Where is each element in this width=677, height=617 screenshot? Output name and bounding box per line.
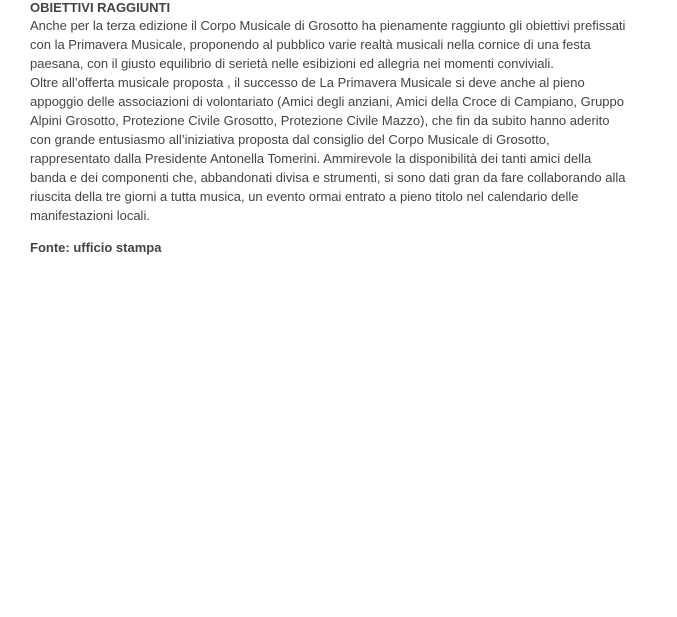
paragraph-line: banda e dei componenti che, abbandonati divisa e strumenti, si sono dati gran da fare collaborando alla (30, 170, 626, 185)
paragraph-line: con la Primavera Musicale, proponendo al pubblico varie realtà musicali nella cornice di una festa (30, 37, 591, 52)
paragraph-line: appoggio delle associazioni di volontariato (Amici degli anziani, Amici della Croce di Campiano, Gruppo (30, 94, 624, 109)
paragraph-line: riuscita della tre giorni a tutta musica, un evento ormai entrato a pieno titolo nel calendario delle (30, 189, 579, 204)
paragraph-line: rappresentato dalla Presidente Antonella Tomerini. Ammirevole la disponibilità dei tanti amici della (30, 151, 592, 166)
paragraph-line: Alpini Grosotto, Protezione Civile Grosotto, Protezione Civile Mazzo), che fin da subito hanno aderito (30, 113, 610, 128)
paragraph-line: Oltre all’offerta musicale proposta , il successo de La Primavera Musicale si deve anche al pieno (30, 75, 585, 90)
article (30, 0, 650, 257)
paragraph-line: paesana, con il giusto equilibrio di serietà nelle esibizioni ed allegria nei momenti conviviali. (30, 56, 554, 71)
article-source: Fonte: ufficio stampa (30, 240, 162, 255)
paragraph-line: Anche per la terza edizione il Corpo Musicale di Grosotto ha pienamente raggiunto gli obiettivi prefissati (30, 18, 626, 33)
paragraph-line: con grande entusiasmo all’iniziativa proposta dal consiglio del Corpo Musicale di Grosotto, (30, 132, 550, 147)
article-heading: OBIETTIVI RAGGIUNTI (30, 0, 171, 15)
paragraph-line: manifestazioni locali. (30, 208, 150, 223)
article-paragraph-2 (30, 73, 650, 225)
article-paragraph-1 (30, 16, 650, 73)
